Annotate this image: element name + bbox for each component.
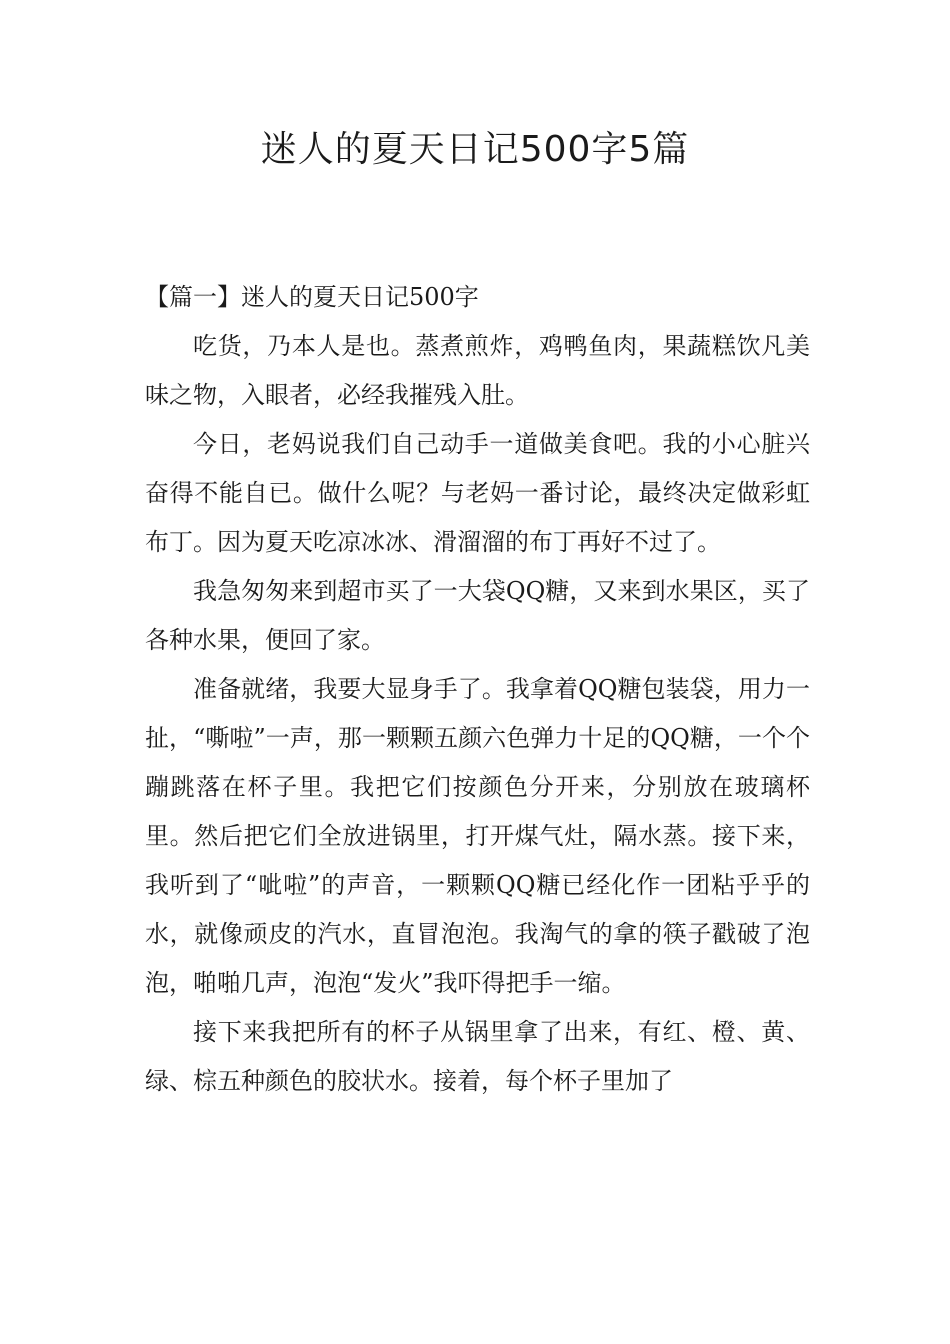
paragraph-5: 接下来我把所有的杯子从锅里拿了出来，有红、橙、黄、绿、棕五种颜色的胶状水。接着，每个杯子里加了 — [145, 1018, 810, 1095]
paragraph-4: 准备就绪，我要大显身手了。我拿着QQ糖包装袋，用力一扯，“嘶啦”一声，那一颗颗五颜六色弹力十足的QQ糖，一个个蹦跳落在杯子里。我把它们按颜色分开来，分别放在玻璃杯里。然后把它们全放进锅里，打开煤气灶，隔水蒸。接下来，我听到了“呲啦”的声音，一颗颗QQ糖已经化作一团粘乎乎的水，就像顽皮的汽水，直冒泡泡。我淘气的拿的筷子戳破了泡泡，啪啪几声，泡泡“发火”我吓得把手一缩。 — [145, 675, 810, 997]
paragraph-1: 吃货，乃本人是也。蒸煮煎炸，鸡鸭鱼肉，果蔬糕饮凡美味之物，入眼者，必经我摧残入肚。 — [145, 332, 810, 409]
paragraph-3: 我急匆匆来到超市买了一大袋QQ糖，又来到水果区，买了各种水果，便回了家。 — [145, 577, 810, 654]
document-title: 迷人的夏天日记500字5篇 — [260, 129, 690, 170]
paragraph-2: 今日，老妈说我们自己动手一道做美食吧。我的小心脏兴奋得不能自已。做什么呢？与老妈一番讨论，最终决定做彩虹布丁。因为夏天吃凉冰冰、滑溜溜的布丁再好不过了。 — [145, 430, 810, 556]
document-body — [145, 273, 810, 1106]
section-heading: 【篇一】迷人的夏天日记500字 — [145, 283, 479, 311]
